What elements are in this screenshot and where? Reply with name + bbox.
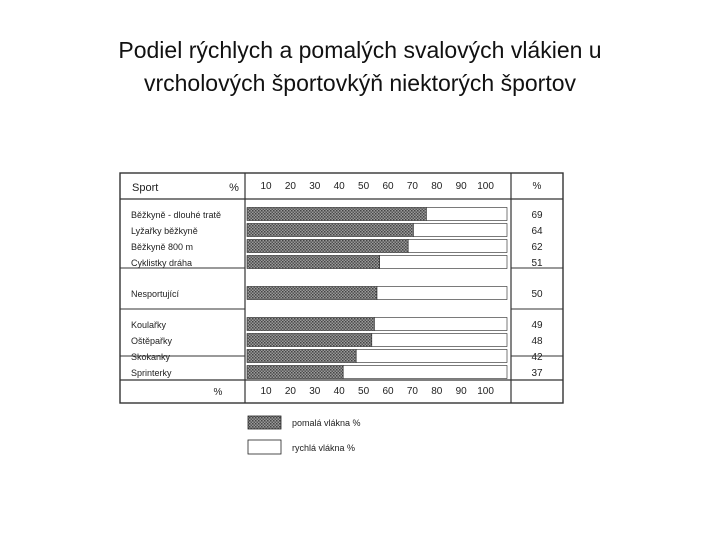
bar-slow-fibers bbox=[247, 240, 408, 253]
bar-fast-fibers bbox=[374, 318, 507, 331]
legend-label-fast: rychlá vlákna % bbox=[292, 443, 356, 453]
header-sport-label: Sport bbox=[132, 182, 159, 194]
bar-slow-fibers bbox=[247, 208, 426, 221]
x-tick-label-top: 70 bbox=[406, 181, 418, 192]
x-tick-label-bottom: 60 bbox=[382, 386, 394, 397]
x-tick-label-bottom: 90 bbox=[455, 386, 467, 397]
bar-fast-fibers bbox=[343, 366, 507, 379]
title-line-2: vrcholových športovkýň niektorých športov bbox=[143, 70, 577, 96]
category-label: Cyklistky dráha bbox=[131, 258, 193, 268]
x-tick-label-top: 20 bbox=[284, 181, 296, 192]
bar-fast-fibers bbox=[426, 208, 507, 221]
x-tick-label-top: 50 bbox=[358, 181, 370, 192]
x-tick-label-top: 10 bbox=[260, 181, 272, 192]
bar-slow-fibers bbox=[247, 350, 356, 363]
value-label: 69 bbox=[531, 210, 543, 221]
bar-fast-fibers bbox=[413, 224, 507, 237]
x-tick-label-top: 60 bbox=[382, 181, 394, 192]
category-label: Běžkyně - dlouhé tratě bbox=[131, 210, 222, 220]
category-label: Sprinterky bbox=[131, 368, 172, 378]
value-label: 42 bbox=[531, 352, 543, 363]
header-percent-label: % bbox=[229, 182, 239, 194]
x-tick-label-bottom: 30 bbox=[309, 386, 321, 397]
category-label: Koulařky bbox=[131, 320, 167, 330]
value-label: 51 bbox=[531, 258, 543, 269]
category-label: Skokanky bbox=[131, 352, 171, 362]
value-label: 62 bbox=[531, 242, 543, 253]
value-label: 64 bbox=[531, 226, 543, 237]
legend-label-slow: pomalá vlákna % bbox=[292, 418, 361, 428]
bar-slow-fibers bbox=[247, 366, 343, 379]
x-tick-label-bottom: 20 bbox=[284, 386, 296, 397]
x-tick-label-bottom: 70 bbox=[406, 386, 418, 397]
category-label: Oštěpařky bbox=[131, 336, 173, 346]
bar-slow-fibers bbox=[247, 224, 413, 237]
category-label: Lyžařky běžkyně bbox=[131, 226, 198, 236]
bar-fast-fibers bbox=[380, 256, 507, 269]
x-tick-label-bottom: 40 bbox=[333, 386, 345, 397]
x-tick-label-top: 90 bbox=[455, 181, 467, 192]
bar-slow-fibers bbox=[247, 318, 374, 331]
bar-fast-fibers bbox=[377, 287, 507, 300]
category-label: Běžkyně 800 m bbox=[131, 242, 194, 252]
value-label: 48 bbox=[531, 336, 543, 347]
x-tick-label-top: 100 bbox=[477, 181, 494, 192]
category-label: Nesportující bbox=[131, 289, 180, 299]
legend-swatch-fast bbox=[248, 440, 281, 454]
value-label: 37 bbox=[531, 368, 543, 379]
x-tick-label-top: 40 bbox=[333, 181, 345, 192]
title-line-1: Podiel rýchlych a pomalých svalových vlákien u bbox=[118, 37, 602, 63]
bar-slow-fibers bbox=[247, 287, 377, 300]
value-label: 49 bbox=[531, 320, 543, 331]
bar-fast-fibers bbox=[408, 240, 507, 253]
bar-fast-fibers bbox=[372, 334, 507, 347]
x-tick-label-top: 30 bbox=[309, 181, 321, 192]
value-label: 50 bbox=[531, 289, 543, 300]
bar-slow-fibers bbox=[247, 334, 372, 347]
legend-swatch-slow bbox=[248, 416, 281, 429]
x-tick-label-top: 80 bbox=[431, 181, 443, 192]
x-tick-label-bottom: 10 bbox=[260, 386, 272, 397]
bar-slow-fibers bbox=[247, 256, 380, 269]
right-percent-header: % bbox=[532, 181, 542, 192]
bar-fast-fibers bbox=[356, 350, 507, 363]
x-tick-label-bottom: 50 bbox=[358, 386, 370, 397]
x-tick-label-bottom: 80 bbox=[431, 386, 443, 397]
x-tick-label-bottom: 100 bbox=[477, 386, 494, 397]
footer-percent-label: % bbox=[213, 387, 223, 398]
